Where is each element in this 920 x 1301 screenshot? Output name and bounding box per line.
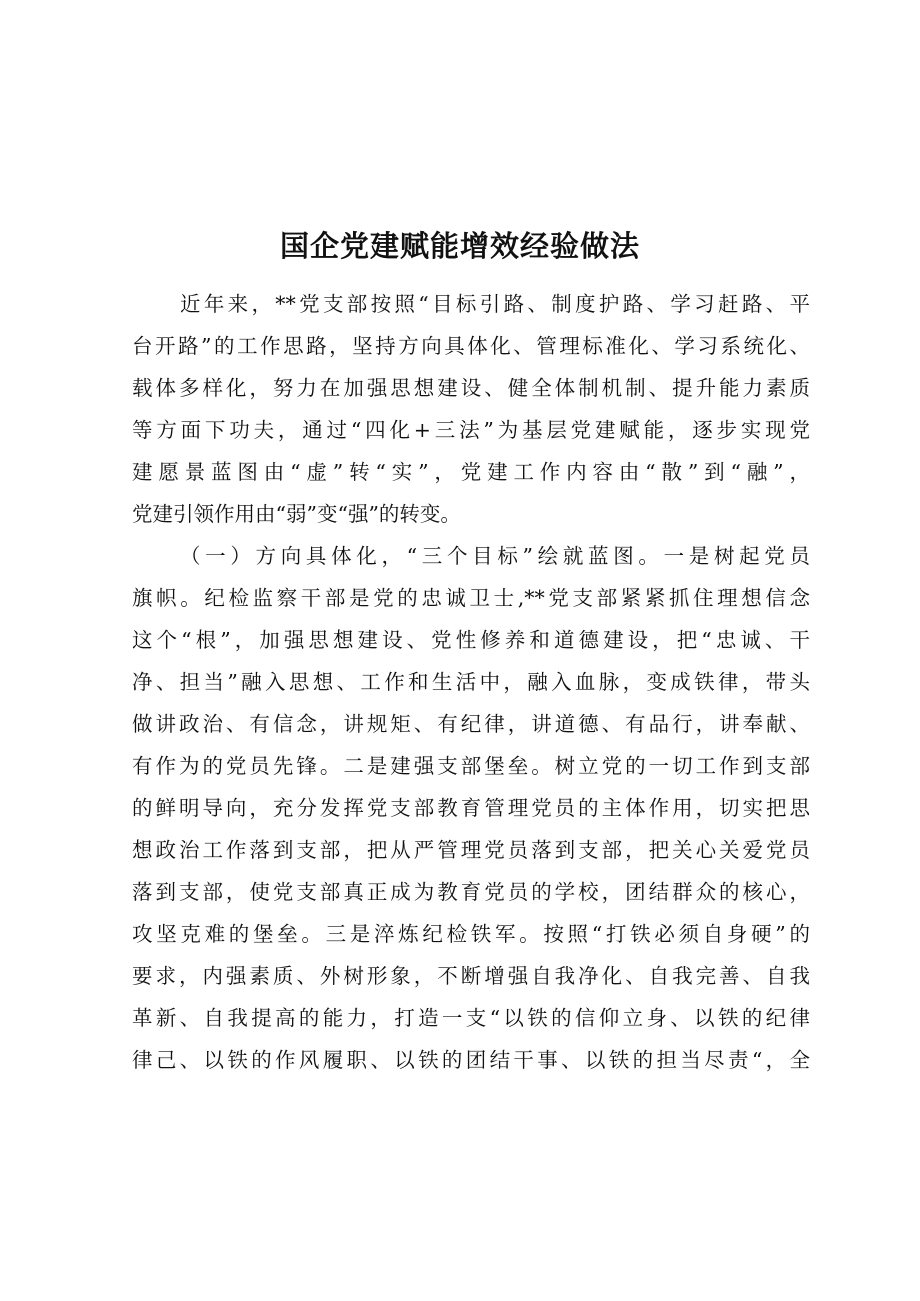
- paragraph-line: 等方面下功夫，通过“四化+三法”为基层党建赋能，逐步实现党: [132, 418, 810, 442]
- paragraph-line: （一）方向具体化，“三个目标”绘就蓝图。一是树起党员: [180, 544, 810, 568]
- paragraph-line: 落到支部，使党支部真正成为教育党员的学校，团结群众的核心，: [132, 880, 810, 904]
- paragraph-line: 律己、以铁的作风履职、以铁的团结干事、以铁的担当尽责“，全: [132, 1048, 810, 1072]
- paragraph-line: 攻坚克难的堡垒。三是淬炼纪检铁军。按照“打铁必须自身硬”的: [132, 922, 810, 946]
- paragraph-line: 党建引领作用由“弱”变“强”的转变。: [132, 502, 461, 526]
- document-title: 国企党建赋能增效经验做法: [279, 229, 640, 263]
- paragraph-line: 有作为的党员先锋。二是建强支部堡垒。树立党的一切工作到支部: [132, 754, 810, 778]
- paragraph-line: 台开路”的工作思路，坚持方向具体化、管理标准化、学习系统化、: [132, 334, 810, 358]
- paragraph-line: 旗帜。纪检监察干部是党的忠诚卫士,**党支部紧紧抓住理想信念: [132, 586, 810, 610]
- paragraph-line: 建愿景蓝图由“虚”转“实”，党建工作内容由“散”到“融”，: [132, 460, 810, 484]
- paragraph-line: 做讲政治、有信念，讲规矩、有纪律，讲道德、有品行，讲奉献、: [132, 712, 810, 736]
- paragraph-line: 载体多样化，努力在加强思想建设、健全体制机制、提升能力素质: [132, 376, 810, 400]
- paragraph-line: 这个“根”，加强思想建设、党性修养和道德建设，把“忠诚、干: [132, 628, 810, 652]
- paragraph-line: 净、担当”融入思想、工作和生活中，融入血脉，变成铁律，带头: [132, 670, 810, 694]
- paragraph-line: 近年来，**党支部按照“目标引路、制度护路、学习赶路、平: [180, 292, 810, 316]
- paragraph-section-one: [132, 535, 810, 1081]
- paragraph-line: 革新、自我提高的能力，打造一支“以铁的信仰立身、以铁的纪律: [132, 1006, 810, 1030]
- paragraph-intro: [132, 283, 810, 535]
- paragraph-line: 要求，内强素质、外树形象，不断增强自我净化、自我完善、自我: [132, 964, 810, 988]
- paragraph-line: 想政治工作落到支部，把从严管理党员落到支部，把关心关爱党员: [132, 838, 810, 862]
- paragraph-line: 的鲜明导向，充分发挥党支部教育管理党员的主体作用，切实把思: [132, 796, 810, 820]
